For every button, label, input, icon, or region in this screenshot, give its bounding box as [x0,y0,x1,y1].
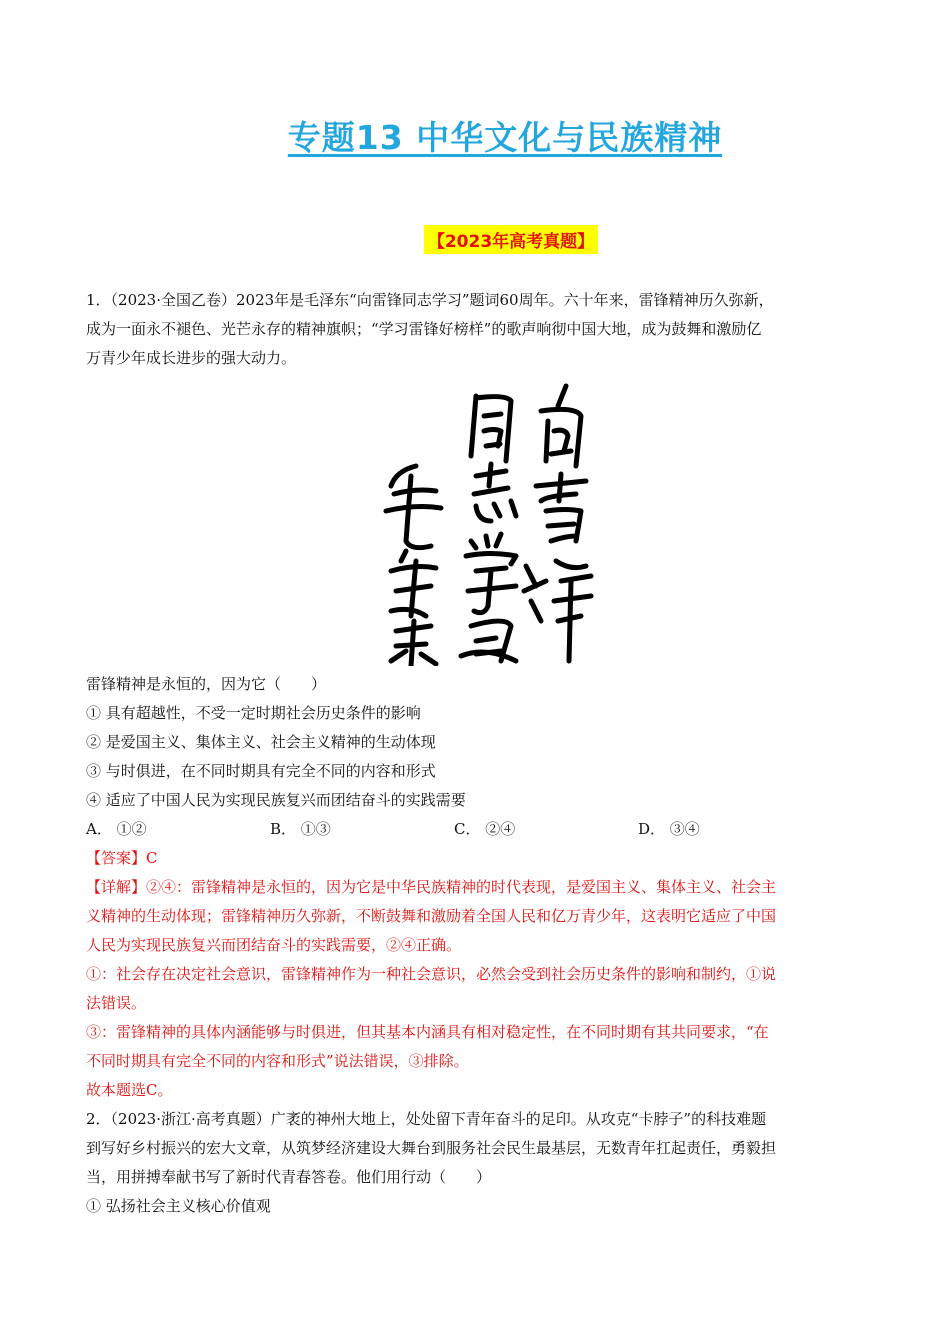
question-stem-line: 2．（2023·浙江·高考真题）广袤的神州大地上，处处留下青年奋斗的足印。从攻克“卡脖子”的科技难题 [86,1110,767,1128]
question-stem-line: 万青少年成长进步的强大动力。 [86,349,297,367]
explanation-line: 义精神的生动体现；雷锋精神历久弥新，不断鼓舞和激励着全国人民和亿万青少年，这表明它适应了中国 [86,907,777,925]
answer-line: 【答案】C [86,849,158,867]
question-1 [86,286,862,1105]
question-stem-line: 到写好乡村振兴的宏大文章，从筑梦经济建设大舞台到服务社会民生最基层，无数青年扛起责任，勇毅担 [86,1139,777,1157]
question-stem-line: 1．（2023·全国乙卷）2023年是毛泽东“向雷锋同志学习”题词60周年。六十年来，雷锋精神历久弥新， [86,291,774,309]
option-a: A． ①② [86,820,147,838]
explanation-line: ①：社会存在决定社会意识，雷锋精神作为一种社会意识，必然会受到社会历史条件的影响和制约，①说 [86,965,777,983]
question-stem-line: 当，用拼搏奉献书写了新时代青春答卷。他们用行动（ ） [86,1168,492,1186]
statement-item: ② 是爱国主义、集体主义、社会主义精神的生动体现 [86,733,436,751]
explanation-line: 【详解】②④：雷锋精神是永恒的，因为它是中华民族精神的时代表现，是爱国主义、集体主义、社会主 [86,878,777,896]
option-b: B． ①③ [270,820,331,838]
explanation-line: 不同时期具有完全不同的内容和形式”说法错误，③排除。 [86,1052,469,1070]
page-title: 专题13 中华文化与民族精神 [287,118,723,157]
section-header: 【2023年高考真题】 [424,225,598,254]
explanation-line: 故本题选C。 [86,1081,173,1099]
statement-item: ① 具有超越性，不受一定时期社会历史条件的影响 [86,704,421,722]
statement-item: ③ 与时俱进，在不同时期具有完全不同的内容和形式 [86,762,436,780]
question-2 [86,1105,862,1221]
section-header-wrap [0,225,950,254]
statement-item: ① 弘扬社会主义核心价值观 [86,1197,271,1215]
content [86,286,862,1221]
explanation-line: 人民为实现民族复兴而团结奋斗的实践需要，②④正确。 [86,936,462,954]
option-c: C． ②④ [454,820,516,838]
answer-options [86,815,862,844]
question-prompt: 雷锋精神是永恒的，因为它（ ） [86,675,327,693]
explanation-line: ③：雷锋精神的具体内涵能够与时俱进，但其基本内涵具有相对稳定性，在不同时期有其共同要求，“在 [86,1023,769,1041]
option-d: D． ③④ [638,820,700,838]
statement-item: ④ 适应了中国人民为实现民族复兴而团结奋斗的实践需要 [86,791,466,809]
question-stem-line: 成为一面永不褪色、光芒永存的精神旗帜；“学习雷锋好榜样”的歌声响彻中国大地，成为鼓舞和激励亿 [86,320,762,338]
calligraphy-image [376,376,606,666]
explanation-line: 法错误。 [86,994,147,1012]
